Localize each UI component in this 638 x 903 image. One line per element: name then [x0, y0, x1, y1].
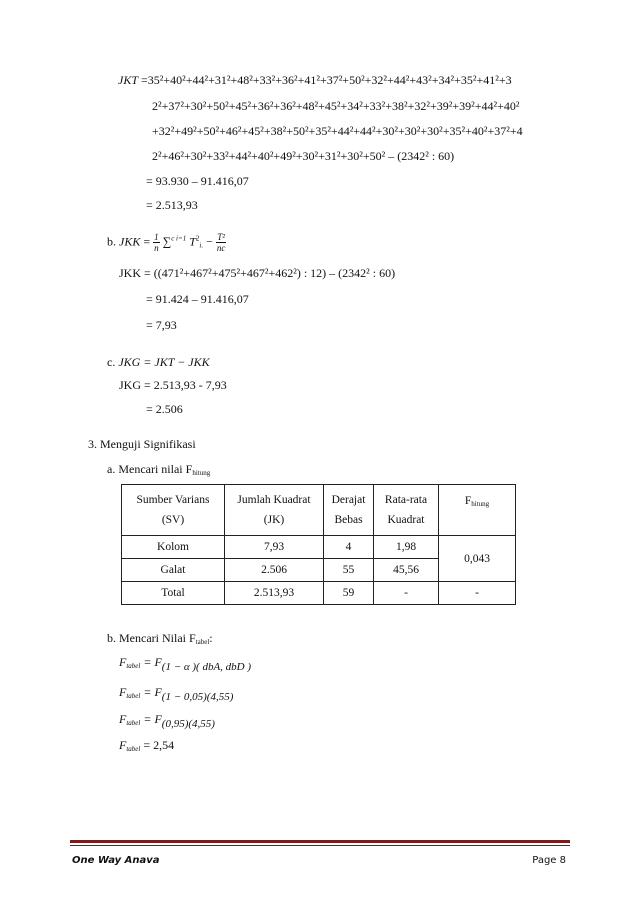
ftabel-line-2: $F_{tabel} = F_{(1 - 0,05)(4,55)}$ — [119, 685, 234, 703]
section-3b-text: Mencari Nilai F — [119, 631, 196, 645]
jkg-line-2: = 2.506 — [146, 402, 183, 416]
header-sv: Sumber Varians (SV) — [122, 485, 225, 536]
cell-sv: Galat — [122, 559, 225, 582]
jkg-formula — [107, 355, 210, 370]
cell-jk: 2.506 — [225, 559, 324, 582]
jkk-marker: b. — [107, 234, 116, 249]
cell-jk: 2.513,93 — [225, 582, 324, 605]
jkt-line-4: 2²+46²+30²+33²+44²+40²+49²+30²+31²+30²+50² – (2342² : 60) — [152, 149, 455, 163]
jkk-minus: − — [206, 234, 213, 249]
jkt-line-5: = 93.930 – 91.416,07 — [146, 174, 249, 188]
header-rk: Rata-rata Kuadrat — [374, 485, 439, 536]
footer-rule-thin — [70, 845, 570, 846]
cell-fhitung-value: 0,043 — [439, 536, 516, 582]
header-db: Derajat Bebas — [324, 485, 374, 536]
cell-db: 55 — [324, 559, 374, 582]
jkk-term: T — [189, 234, 196, 249]
jkk-frac2-den: nc — [216, 243, 226, 253]
anova-header-row — [122, 485, 516, 536]
section-3a-text: Mencari nilai F — [118, 462, 193, 476]
jkk-fraction-1 — [153, 232, 160, 253]
header-jk: Jumlah Kuadrat (JK) — [225, 485, 324, 536]
cell-db: 59 — [324, 582, 374, 605]
section-3-heading: 3. Menguji Signifikasi — [88, 437, 196, 451]
footer-page-number: Page 8 — [532, 855, 566, 866]
jkk-frac1-num: 1 — [154, 232, 159, 242]
cell-sv: Kolom — [122, 536, 225, 559]
cell-db: 4 — [324, 536, 374, 559]
jkk-term-sup: 2 — [195, 234, 200, 243]
jkk-line-1: JKK = ((471²+467²+475²+467²+462²) : 12) – (2342² : 60) — [119, 266, 396, 280]
cell-sv: Total — [122, 582, 225, 605]
jkk-sum-limits: c i=1 — [171, 234, 187, 243]
jkk-line-2: = 91.424 – 91.416,07 — [146, 292, 249, 306]
jkk-formula-label: JKK — [119, 234, 141, 249]
section-3a-heading — [107, 462, 210, 477]
table-row — [122, 582, 516, 605]
jkk-formula-eq: = — [143, 234, 151, 249]
jkk-sum-symbol: ∑ — [162, 234, 172, 249]
jkt-line-1 — [118, 73, 512, 88]
ftabel-line-4: $F_{tabel} = 2,54$ — [119, 738, 175, 753]
cell-jk: 7,93 — [225, 536, 324, 559]
jkt-line-3: +32²+49²+50²+46²+45²+38²+50²+35²+44²+44²+30²+30²+30²+35²+40²+37²+4 — [152, 124, 523, 138]
ftabel-line-3: $F_{tabel} = F_{(0,95)(4,55)}$ — [119, 712, 215, 730]
section-3b-heading: b. Mencari Nilai $F_{tabel}$: — [107, 631, 213, 646]
ftabel-line-1: $F_{tabel} = F_{(1 - \alpha )( dbA, dbD )}$ — [119, 655, 252, 673]
section-3b-marker: b. — [107, 631, 116, 645]
section-3a-marker: a. — [107, 462, 116, 476]
cell-rk: 45,56 — [374, 559, 439, 582]
anova-table — [121, 484, 516, 605]
jkt-line-2: 2²+37²+30²+50²+45²+36²+36²+48²+45²+34²+33²+38²+32²+39²+39²+44²+40² — [152, 99, 520, 113]
section-3a-sub: hitung — [192, 469, 211, 477]
jkk-line-3: = 7,93 — [146, 318, 177, 332]
jkg-marker: c. — [107, 355, 116, 369]
jkt-line1-text: =35²+40²+44²+31²+48²+33²+36²+41²+37²+50²+32²+44²+43²+34²+35²+41²+3 — [141, 73, 512, 87]
cell-rk: 1,98 — [374, 536, 439, 559]
jkg-line-1: JKG = 2.513,93 - 7,93 — [119, 378, 227, 392]
header-fhitung: $F_{hitung}$ — [439, 485, 516, 536]
table-row — [122, 536, 516, 559]
jkk-frac2-num: T² — [217, 232, 225, 242]
cell-fhitung: - — [439, 582, 516, 605]
jkk-fraction-2 — [216, 232, 227, 253]
jkg-formula-text: JKG = JKT − JKK — [118, 355, 210, 369]
jkt-line-6: = 2.513,93 — [146, 198, 198, 212]
footer-rule-thick — [70, 840, 570, 843]
jkk-frac1-den: n — [154, 243, 159, 253]
jkk-term-sub: i. — [199, 241, 204, 250]
jkk-formula — [107, 232, 226, 253]
footer-title: One Way Anava — [72, 855, 160, 866]
section-3b-sub: tabel — [195, 638, 210, 646]
jkt-label: JKT — [118, 73, 139, 87]
cell-rk: - — [374, 582, 439, 605]
